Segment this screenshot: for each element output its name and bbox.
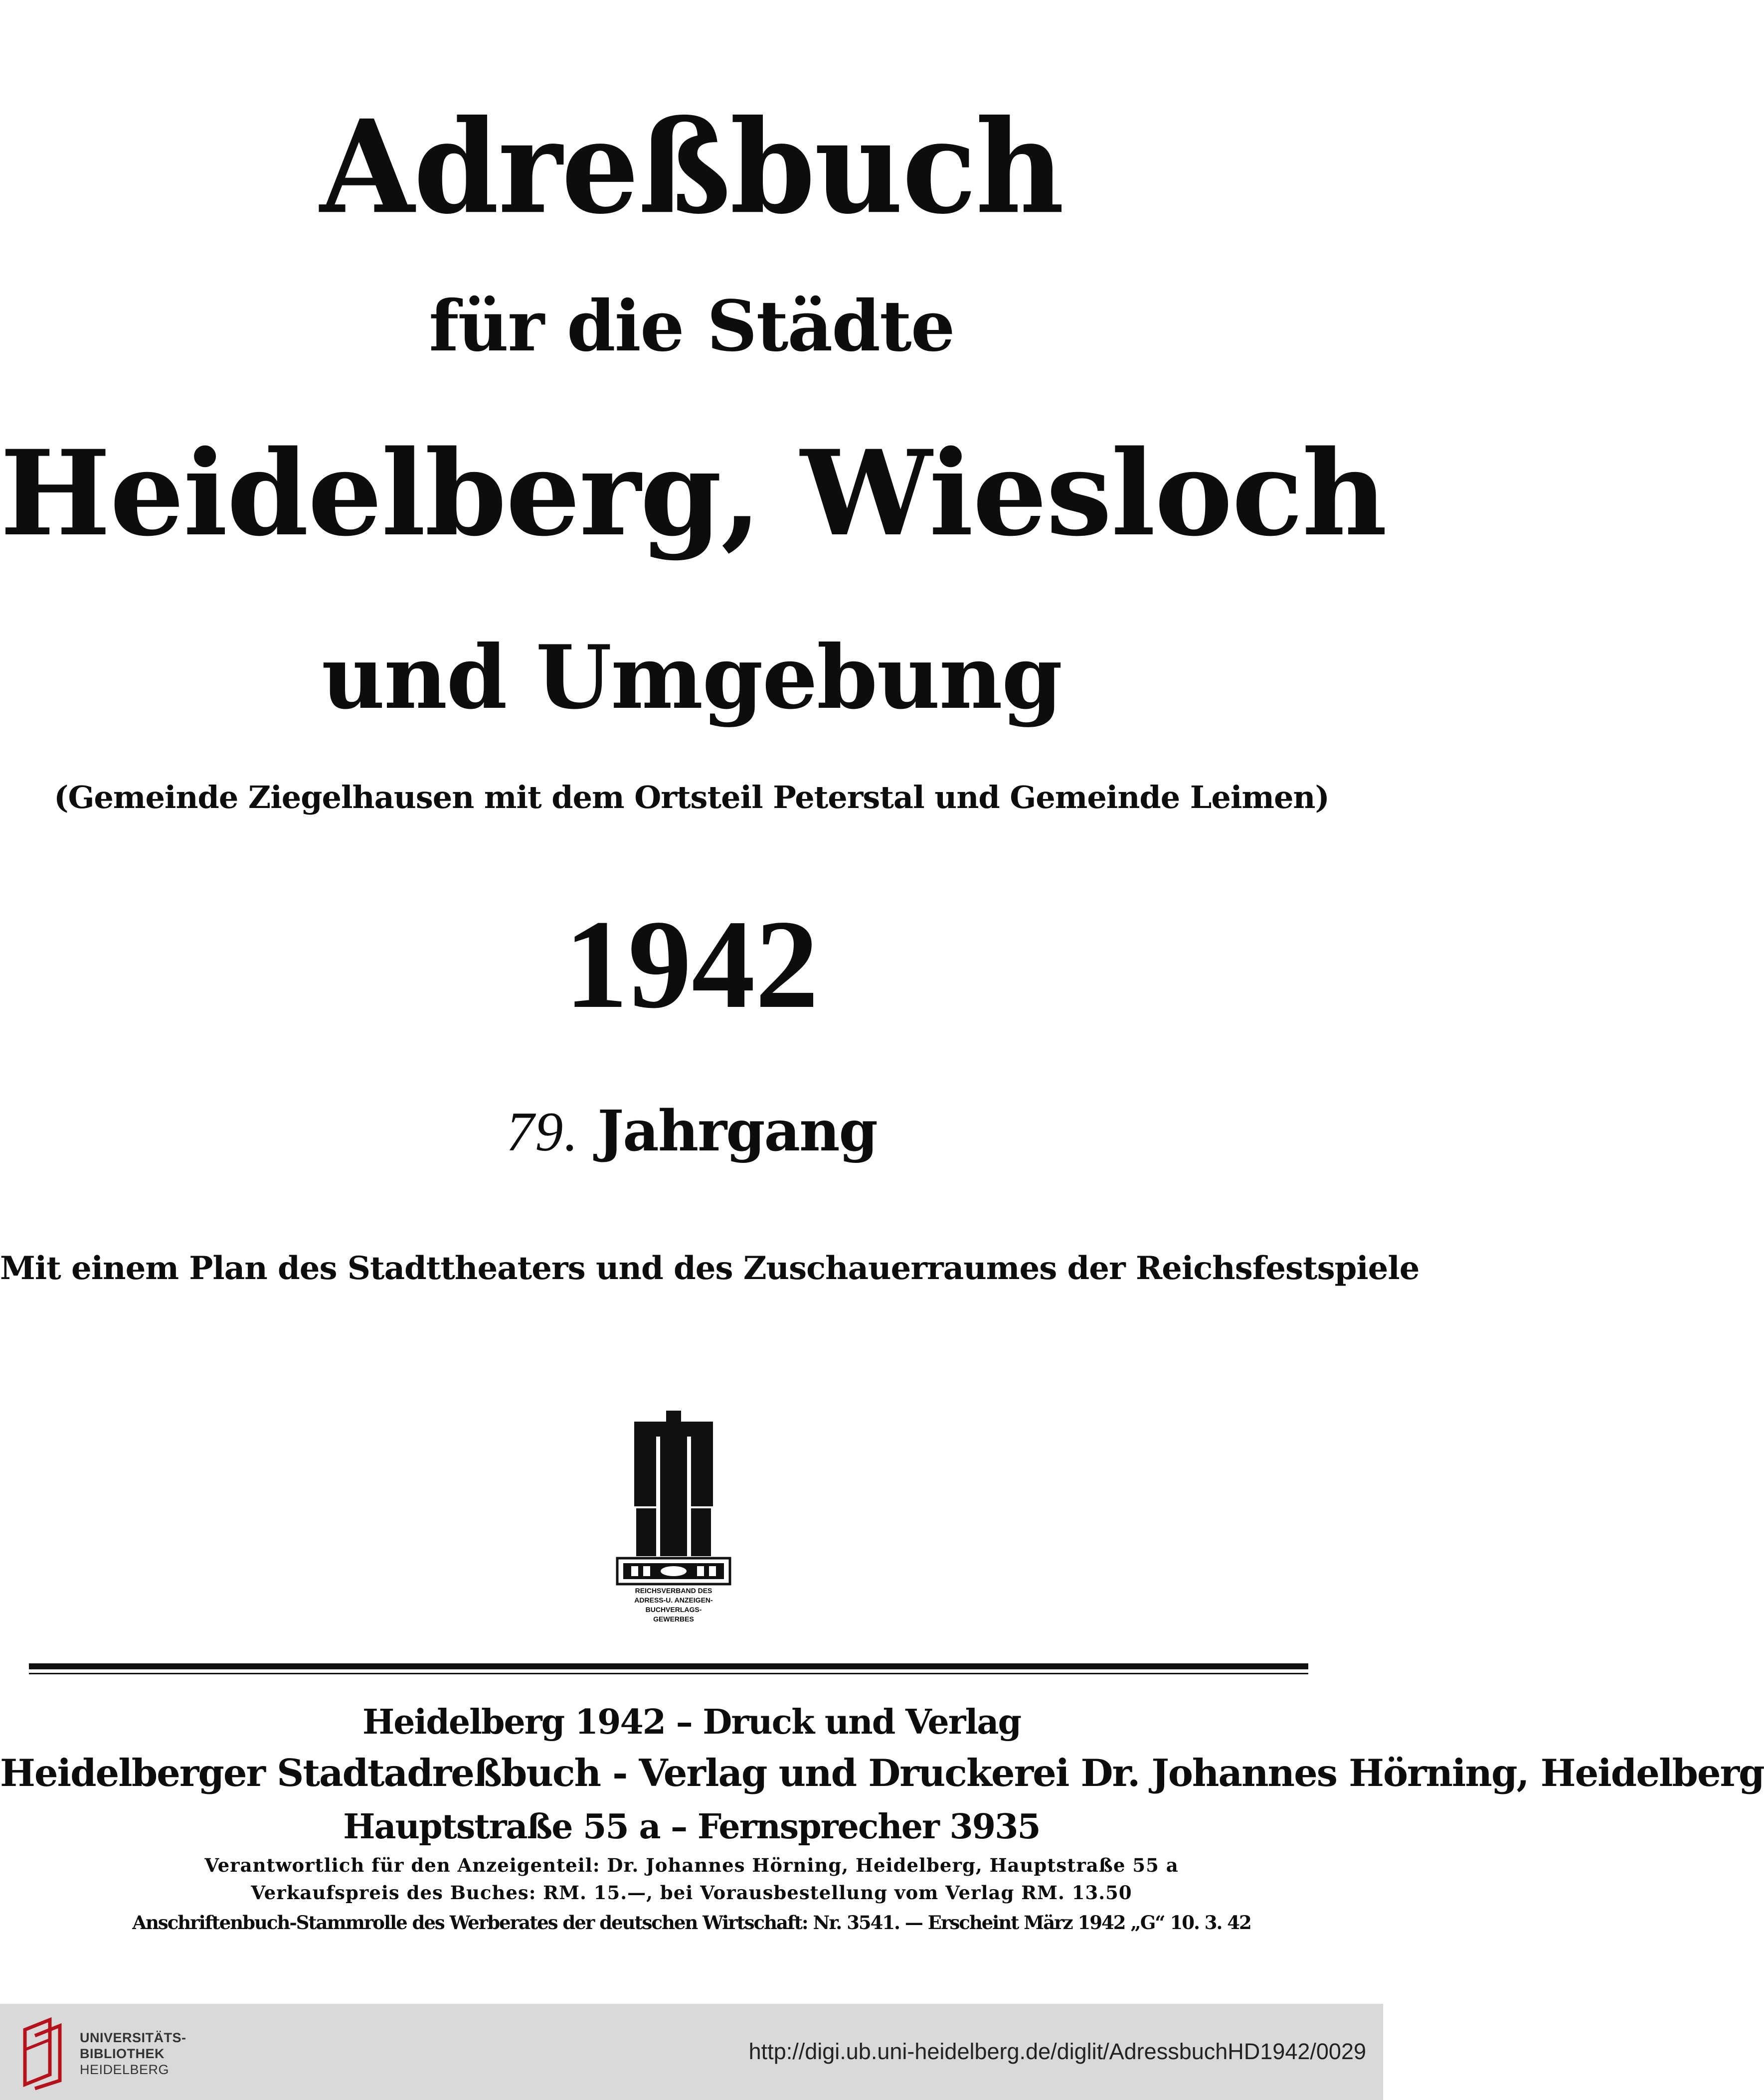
permalink-url[interactable]: http://digi.ub.uni-heidelberg.de/diglit/AdressbuchHD1942/0029 [748, 2039, 1366, 2064]
imprint-city-line: Heidelberg 1942 – Druck und Verlag [362, 1702, 1021, 1742]
library-footer-bar [0, 2004, 1383, 2100]
edition-number: 79. [506, 1101, 579, 1163]
plan-note: Mit einem Plan des Stadttheaters und des Zuschauerraumes der Reichsfestspiele [0, 1250, 1419, 1287]
edition-label: Jahrgang [597, 1099, 877, 1164]
subtitle-line: für die Städte [429, 286, 954, 367]
publisher-line: Heidelberger Stadtadreßbuch - Verlag und Druckerei Dr. Johannes Hörning, Heidelberg [0, 1751, 1764, 1795]
price-note: Verkaufspreis des Buches: RM. 15.—, bei Vorausbestellung vom Verlag RM. 13.50 [251, 1882, 1132, 1904]
emblem-caption: REICHSVERBAND DES ADRESS-U. ANZEIGEN- BUCHVERLAGS- GEWERBES [634, 1587, 713, 1623]
register-note: Anschriftenbuch-Stammrolle des Werberates der deutschen Wirtschaft: Nr. 3541. — Erscheint März 1942 „G“ 10. 3. 42 [132, 1912, 1251, 1934]
divider-thin [29, 1673, 1308, 1674]
municipalities-note: (Gemeinde Ziegelhausen mit dem Ortsteil Peterstal und Gemeinde Leimen) [54, 779, 1329, 815]
library-logo-icon [20, 2015, 70, 2090]
responsible-note: Verantwortlich für den Anzeigenteil: Dr. Johannes Hörning, Heidelberg, Hauptstraße 55 a [204, 1854, 1179, 1876]
book-title: Adreßbuch [320, 91, 1063, 243]
library-name: UNIVERSITÄTS- BIBLIOTHEK HEIDELBERG [80, 2030, 186, 2077]
edition-line [0, 1094, 1383, 1169]
cities-heading: Heidelberg, Wiesloch [0, 425, 1387, 562]
surroundings-heading: und Umgebung [321, 627, 1062, 729]
divider-thick [29, 1663, 1308, 1669]
year: 1942 [564, 894, 819, 1035]
publisher-address: Hauptstraße 55 a – Fernsprecher 3935 [343, 1807, 1040, 1847]
